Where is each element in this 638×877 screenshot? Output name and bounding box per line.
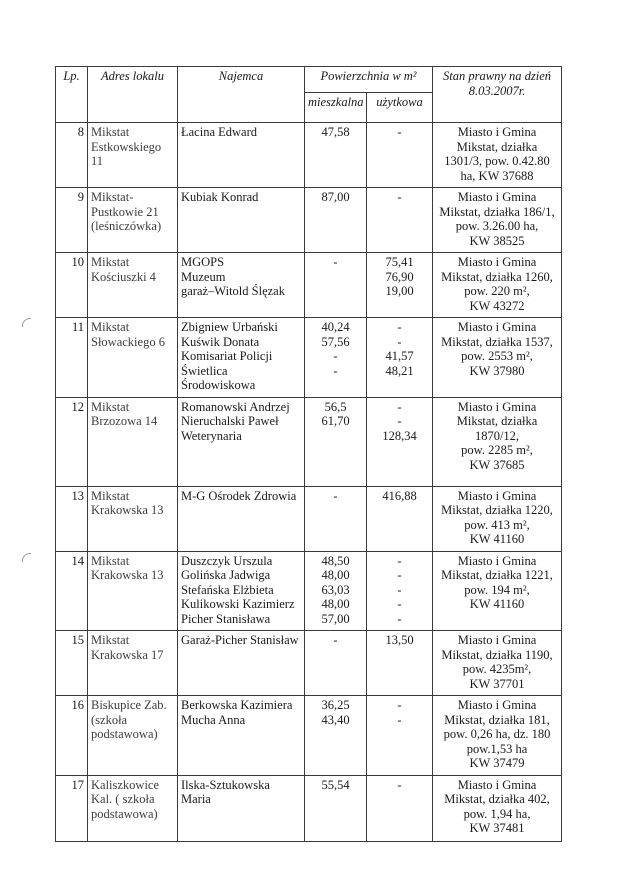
legal-status-line: KW 37685: [469, 457, 525, 472]
legal-status-line: Mikstat, działka: [456, 414, 538, 428]
table-row: [56, 775, 562, 841]
legal-status-line: Miasto i Gmina: [457, 553, 537, 568]
legal-status-line: 1301/3, pow. 0.42.80: [444, 154, 550, 168]
tenant-name: Świetlica: [181, 363, 228, 378]
tenant-cell: [178, 397, 305, 486]
usable-area-cell: [367, 775, 433, 841]
legal-status-line: KW 37980: [469, 363, 525, 378]
tenant-name: Kubiak Konrad: [181, 190, 259, 204]
tenant-name: Picher Stanisława: [181, 611, 271, 626]
tenant-name: Ilska-Sztukowska: [181, 777, 270, 792]
usable-area-value: -: [397, 712, 402, 727]
usable-area-value: 19,00: [385, 284, 414, 298]
legal-status-cell: [433, 486, 562, 551]
row-number: 14: [56, 551, 88, 631]
address-line: Brzozowa 14: [91, 414, 158, 428]
legal-status-line: pow. 220 m²,: [464, 284, 530, 298]
address-line: Pustkowie 21: [91, 204, 159, 219]
usable-area-value: -: [397, 334, 402, 349]
legal-status-cell: [433, 253, 562, 318]
address-line: Kal. ( szkoła: [91, 792, 155, 806]
address-line: podstawowa): [91, 727, 158, 741]
tenant-cell: [178, 123, 305, 188]
residential-area-cell: [305, 486, 367, 551]
residential-area-cell: [305, 696, 367, 776]
tenant-cell: [178, 486, 305, 551]
legal-status-cell: [433, 631, 562, 696]
address-line: (szkoła: [91, 712, 128, 727]
address-line: Mikstat: [91, 320, 130, 334]
legal-status-line: Miasto i Gmina: [457, 125, 537, 139]
usable-area-value: -: [397, 414, 402, 428]
table-body: [56, 123, 562, 842]
usable-area-value: -: [397, 568, 402, 582]
table-row: [56, 253, 562, 318]
legal-status-line: KW 41160: [469, 597, 525, 611]
row-number: 16: [56, 696, 88, 776]
tenant-name: M-G Ośrodek Zdrowia: [181, 488, 297, 503]
tenant-name: Berkowska Kazimiera: [181, 698, 293, 712]
legal-status-line: Miasto i Gmina: [457, 488, 537, 503]
legal-status-line: Miasto i Gmina: [457, 633, 537, 647]
usable-area-value: -: [397, 597, 402, 611]
tenant-name: Romanowski Andrzej: [181, 399, 290, 414]
address-line: podstawowa): [91, 806, 158, 821]
legal-status-line: KW 37481: [469, 821, 525, 835]
legal-status-line: Mikstat, działka 402,: [444, 792, 550, 806]
tenant-name: Maria: [181, 792, 211, 806]
address-cell: [88, 123, 178, 188]
tenant-name: Nieruchalski Paweł: [181, 414, 279, 428]
address-line: Krakowska 13: [91, 503, 164, 517]
row-number: 12: [56, 397, 88, 486]
address-line: 11: [91, 154, 104, 168]
legal-status-line: Mikstat, działka 1260,: [441, 269, 553, 284]
row-number: 9: [56, 188, 88, 253]
tenant-cell: [178, 253, 305, 318]
residential-area-value: 36,25: [321, 698, 350, 712]
legal-status-cell: [433, 318, 562, 398]
tenant-name: Zbigniew Urbański: [181, 320, 278, 334]
table-row: [56, 318, 562, 398]
table-row: [56, 551, 562, 631]
residential-area-value: -: [333, 363, 338, 378]
residential-area-cell: [305, 631, 367, 696]
residential-area-value: 87,00: [321, 190, 350, 204]
residential-area-cell: [305, 397, 367, 486]
usable-area-value: -: [397, 553, 402, 568]
table-row: [56, 696, 562, 776]
usable-area-value: 416,88: [382, 488, 417, 503]
tenant-cell: [178, 696, 305, 776]
usable-area-cell: [367, 188, 433, 253]
table-row: [56, 397, 562, 486]
usable-area-value: 41,57: [385, 349, 414, 363]
usable-area-value: 75,41: [385, 255, 414, 269]
residential-area-value: 48,00: [321, 568, 350, 582]
legal-status-cell: [433, 397, 562, 486]
usable-area-value: -: [397, 399, 402, 414]
property-table: [55, 66, 562, 842]
header-address: Adres lokalu: [88, 67, 178, 123]
table-row: [56, 631, 562, 696]
legal-status-line: Mikstat, działka 1220,: [441, 503, 553, 517]
usable-area-value: -: [397, 777, 402, 792]
legal-status-line: KW 43272: [469, 298, 525, 313]
scan-mark: [22, 553, 31, 562]
row-number: 17: [56, 775, 88, 841]
header-area-residential: mieszkalna: [305, 93, 367, 123]
address-cell: [88, 253, 178, 318]
legal-status-line: Mikstat, działka 1221,: [441, 568, 553, 582]
address-line: Mikstat: [91, 488, 130, 503]
row-number: 13: [56, 486, 88, 551]
residential-area-value: 47,58: [321, 125, 350, 139]
address-line: Mikstat: [91, 553, 130, 568]
residential-area-value: 57,56: [321, 334, 350, 349]
tenant-cell: [178, 775, 305, 841]
tenant-cell: [178, 188, 305, 253]
legal-status-line: pow. 2553 m²,: [461, 349, 533, 363]
legal-status-line: pow. 2285 m²,: [461, 443, 533, 457]
legal-status-cell: [433, 188, 562, 253]
address-line: Biskupice Zab.: [91, 698, 167, 712]
tenant-cell: [178, 631, 305, 696]
legal-status-line: Mikstat, działka 1537,: [441, 334, 553, 349]
legal-status-line: pow. 1,94 ha,: [463, 806, 531, 821]
residential-area-value: -: [333, 488, 338, 503]
tenant-name: Środowiskowa: [181, 378, 256, 392]
legal-status-line: 1870/12,: [474, 428, 520, 443]
legal-status-cell: [433, 696, 562, 776]
usable-area-value: -: [397, 190, 402, 204]
usable-area-cell: [367, 696, 433, 776]
legal-status-line: pow.1,53 ha: [466, 741, 528, 756]
tenant-cell: [178, 318, 305, 398]
row-number: 10: [56, 253, 88, 318]
tenant-name: Duszczyk Urszula: [181, 553, 273, 568]
tenant-name: MGOPS: [181, 255, 225, 269]
table-row: [56, 188, 562, 253]
residential-area-value: 48,00: [321, 597, 350, 611]
residential-area-value: 55,54: [321, 777, 350, 792]
legal-status-line: ha, KW 37688: [460, 168, 534, 183]
usable-area-value: -: [397, 611, 402, 626]
tenant-cell: [178, 551, 305, 631]
address-cell: [88, 696, 178, 776]
legal-status-line: Miasto i Gmina: [457, 399, 537, 414]
legal-status-line: Mikstat, działka 181,: [444, 712, 550, 727]
residential-area-value: -: [333, 349, 338, 363]
legal-status-cell: [433, 123, 562, 188]
row-number: 15: [56, 631, 88, 696]
legal-status-line: pow. 3.26.00 ha,: [455, 219, 539, 233]
address-line: Mikstat: [91, 255, 130, 269]
address-line: Mikstat-: [91, 190, 134, 204]
scan-mark: [22, 318, 31, 327]
legal-status-line: KW 37479: [469, 756, 525, 770]
address-cell: [88, 551, 178, 631]
usable-area-value: -: [397, 125, 402, 139]
address-line: Krakowska 13: [91, 568, 164, 582]
usable-area-value: 48,21: [385, 363, 414, 378]
usable-area-cell: [367, 551, 433, 631]
usable-area-value: 128,34: [382, 428, 417, 443]
address-cell: [88, 397, 178, 486]
legal-status-line: Miasto i Gmina: [457, 320, 537, 334]
legal-status-line: Mikstat, działka 1190,: [441, 647, 553, 662]
legal-status-line: Miasto i Gmina: [457, 190, 537, 204]
tenant-name: Kuświk Donata: [181, 334, 260, 349]
legal-status-line: pow. 4235m²,: [462, 662, 532, 676]
address-line: Mikstat: [91, 399, 130, 414]
address-cell: [88, 318, 178, 398]
residential-area-value: 56,5: [324, 399, 347, 414]
legal-status-line: Mikstat, działka 186/1,: [439, 204, 555, 219]
usable-area-cell: [367, 318, 433, 398]
residential-area-value: 63,03: [321, 582, 350, 597]
legal-status-line: pow. 194 m²,: [464, 582, 530, 597]
residential-area-value: 57,00: [321, 611, 350, 626]
legal-status-line: pow. 0,26 ha, dz. 180: [443, 727, 551, 741]
address-cell: [88, 775, 178, 841]
tenant-name: Golińska Jadwiga: [181, 568, 271, 582]
address-line: Słowackiego 6: [91, 334, 165, 349]
address-line: Kościuszki 4: [91, 269, 156, 284]
usable-area-cell: [367, 631, 433, 696]
address-cell: [88, 188, 178, 253]
address-line: Estkowskiego: [91, 139, 162, 154]
usable-area-value: 13,50: [385, 633, 414, 647]
header-area-usable: użytkowa: [367, 93, 433, 123]
tenant-name: garaż–Witold Ślęzak: [181, 284, 285, 298]
tenant-name: Komisariat Policji: [181, 349, 273, 363]
usable-area-value: -: [397, 582, 402, 597]
residential-area-value: -: [333, 633, 338, 647]
header-legal-status: Stan prawny na dzień 8.03.2007r.: [433, 67, 562, 123]
residential-area-value: 61,70: [321, 414, 350, 428]
usable-area-cell: [367, 486, 433, 551]
address-line: Kaliszkowice: [91, 777, 160, 792]
tenant-name: Łacina Edward: [181, 125, 258, 139]
usable-area-value: -: [397, 698, 402, 712]
tenant-name: Garaż-Picher Stanisław: [181, 633, 299, 647]
legal-status-cell: [433, 551, 562, 631]
residential-area-value: 43,40: [321, 712, 350, 727]
legal-status-line: Mikstat, działka: [456, 139, 538, 154]
address-line: (leśniczówka): [91, 219, 162, 233]
residential-area-value: 40,24: [321, 320, 350, 334]
address-line: Krakowska 17: [91, 647, 164, 662]
residential-area-cell: [305, 188, 367, 253]
address-cell: [88, 486, 178, 551]
header-lp: Lp.: [56, 67, 88, 123]
address-line: Mikstat: [91, 125, 130, 139]
table-row: [56, 486, 562, 551]
tenant-name: Weterynaria: [181, 428, 242, 443]
tenant-name: Mucha Anna: [181, 712, 246, 727]
usable-area-value: -: [397, 320, 402, 334]
legal-status-line: Miasto i Gmina: [457, 698, 537, 712]
tenant-name: Stefańska Elżbieta: [181, 582, 274, 597]
legal-status-line: pow. 413 m²,: [464, 517, 530, 532]
address-cell: [88, 631, 178, 696]
row-number: 11: [56, 318, 88, 398]
legal-status-line: KW 37701: [469, 676, 525, 691]
header-area: Powierzchnia w m²: [305, 67, 433, 93]
usable-area-value: 76,90: [385, 269, 414, 284]
legal-status-line: Miasto i Gmina: [457, 255, 537, 269]
usable-area-cell: [367, 123, 433, 188]
tenant-name: Muzeum: [181, 269, 226, 284]
residential-area-cell: [305, 775, 367, 841]
residential-area-value: -: [333, 255, 338, 269]
usable-area-cell: [367, 253, 433, 318]
legal-status-line: Miasto i Gmina: [457, 777, 537, 792]
legal-status-line: KW 38525: [469, 233, 525, 248]
row-number: 8: [56, 123, 88, 188]
residential-area-cell: [305, 318, 367, 398]
header-tenant: Najemca: [178, 67, 305, 123]
table-row: [56, 123, 562, 188]
usable-area-cell: [367, 397, 433, 486]
legal-status-cell: [433, 775, 562, 841]
residential-area-value: 48,50: [321, 553, 350, 568]
residential-area-cell: [305, 123, 367, 188]
legal-status-line: KW 41160: [469, 532, 525, 546]
residential-area-cell: [305, 551, 367, 631]
address-line: Mikstat: [91, 633, 130, 647]
tenant-name: Kulikowski Kazimierz: [181, 597, 295, 611]
residential-area-cell: [305, 253, 367, 318]
